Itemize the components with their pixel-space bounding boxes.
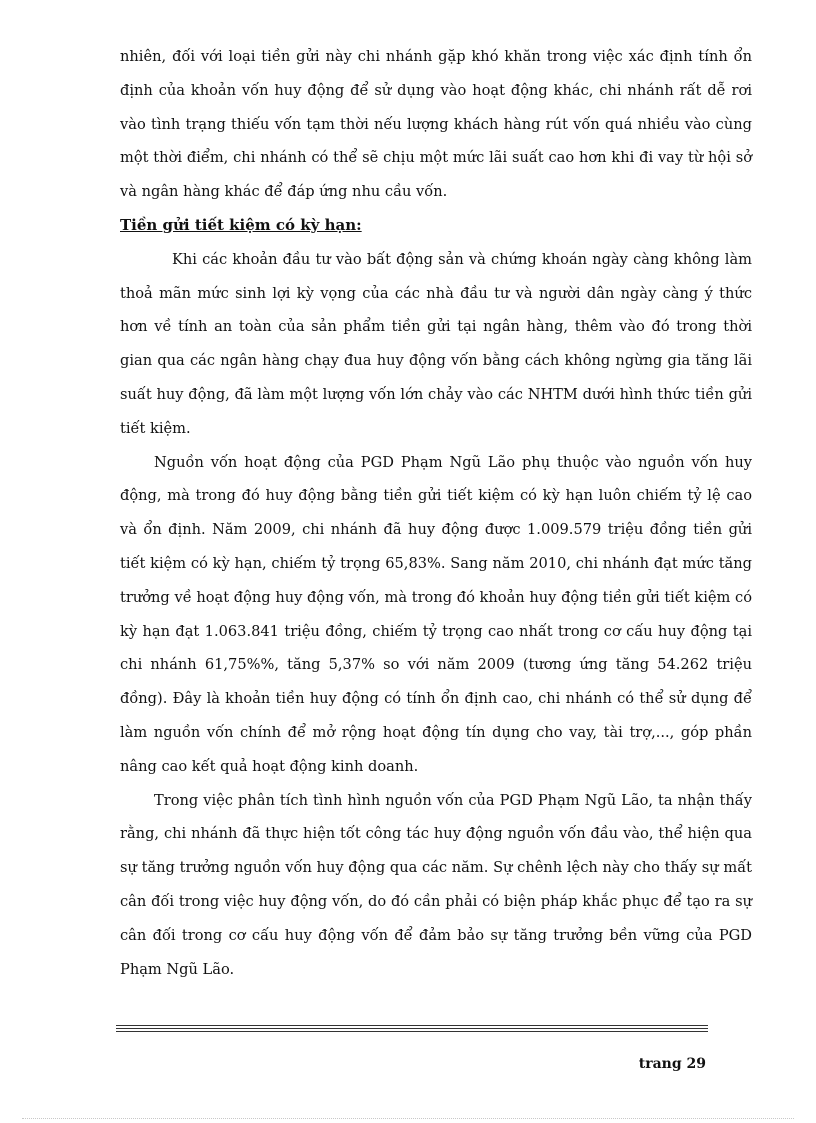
body-text	[120, 40, 752, 986]
footer-rule	[116, 1025, 708, 1034]
page-bottom-edge	[22, 1118, 794, 1119]
paragraph-analysis: Trong việc phân tích tình hình nguồn vốn của PGD Phạm Ngũ Lão, ta nhận thấy rằng, chi nhánh đã thực hiện tốt công tác huy động nguồn vốn đầu vào, thể hiện qua sự tăng trưởng nguồn vốn huy động qua các năm. Sự chênh lệch này cho thấy sự mất cân đối trong việc huy động vốn, do đó cần phải có biện pháp khắc phục để tạo ra sự cân đối trong cơ cấu huy động vốn để đảm bảo sự tăng trưởng bền vững của PGD Phạm Ngũ Lão.	[120, 791, 752, 978]
footer-rule-line	[116, 1031, 708, 1032]
section-heading: Tiền gửi tiết kiệm có kỳ hạn:	[120, 215, 362, 234]
footer-rule-line	[116, 1028, 708, 1029]
footer-rule-line	[116, 1025, 708, 1026]
paragraph-continuation: nhiên, đối với loại tiền gửi này chi nhánh gặp khó khăn trong việc xác định tính ổn định của khoản vốn huy động để sử dụng vào hoạt động khác, chi nhánh rất dễ rơi vào tình trạng thiếu vốn tạm thời nếu lượng khách hàng rút vốn quá nhiều vào cùng một thời điểm, chi nhánh có thể sẽ chịu một mức lãi suất cao hơn khi đi vay từ hội sở và ngân hàng khác để đáp ứng nhu cầu vốn.	[120, 48, 752, 201]
paragraph-funding-sources: Nguồn vốn hoạt động của PGD Phạm Ngũ Lão phụ thuộc vào nguồn vốn huy động, mà trong đó huy động bằng tiền gửi tiết kiệm có kỳ hạn luôn chiếm tỷ lệ cao và ổn định. Năm 2009, chi nhánh đã huy động được 1.009.579 triệu đồng tiền gửi tiết kiệm có kỳ hạn, chiếm tỷ trọng 65,83%. Sang năm 2010, chi nhánh đạt mức tăng trưởng về hoạt động huy động vốn, mà trong đó khoản huy động tiền gửi tiết kiệm có kỳ hạn đạt 1.063.841 triệu đồng, chiếm tỷ trọng cao nhất trong cơ cấu huy động tại chi nhánh 61,75%%, tăng 5,37% so với năm 2009 (tương ứng tăng 54.262 triệu đồng). Đây là khoản tiền huy động có tính ổn định cao, chi nhánh có thể sử dụng để làm nguồn vốn chính để mở rộng hoạt động tín dụng cho vay, tài trợ,..., góp phần nâng cao kết quả hoạt động kinh doanh.	[120, 453, 752, 775]
page-number: trang 29	[638, 1056, 706, 1072]
paragraph-savings-intro: Khi các khoản đầu tư vào bất động sản và chứng khoán ngày càng không làm thoả mãn mức sinh lợi kỳ vọng của các nhà đầu tư và người dân ngày càng ý thức hơn về tính an toàn của sản phẩm tiền gửi tại ngân hàng, thêm vào đó trong thời gian qua các ngân hàng chạy đua huy động vốn bằng cách không ngừng gia tăng lãi suất huy động, đã làm một lượng vốn lớn chảy vào các NHTM dưới hình thức tiền gửi tiết kiệm.	[120, 250, 752, 437]
